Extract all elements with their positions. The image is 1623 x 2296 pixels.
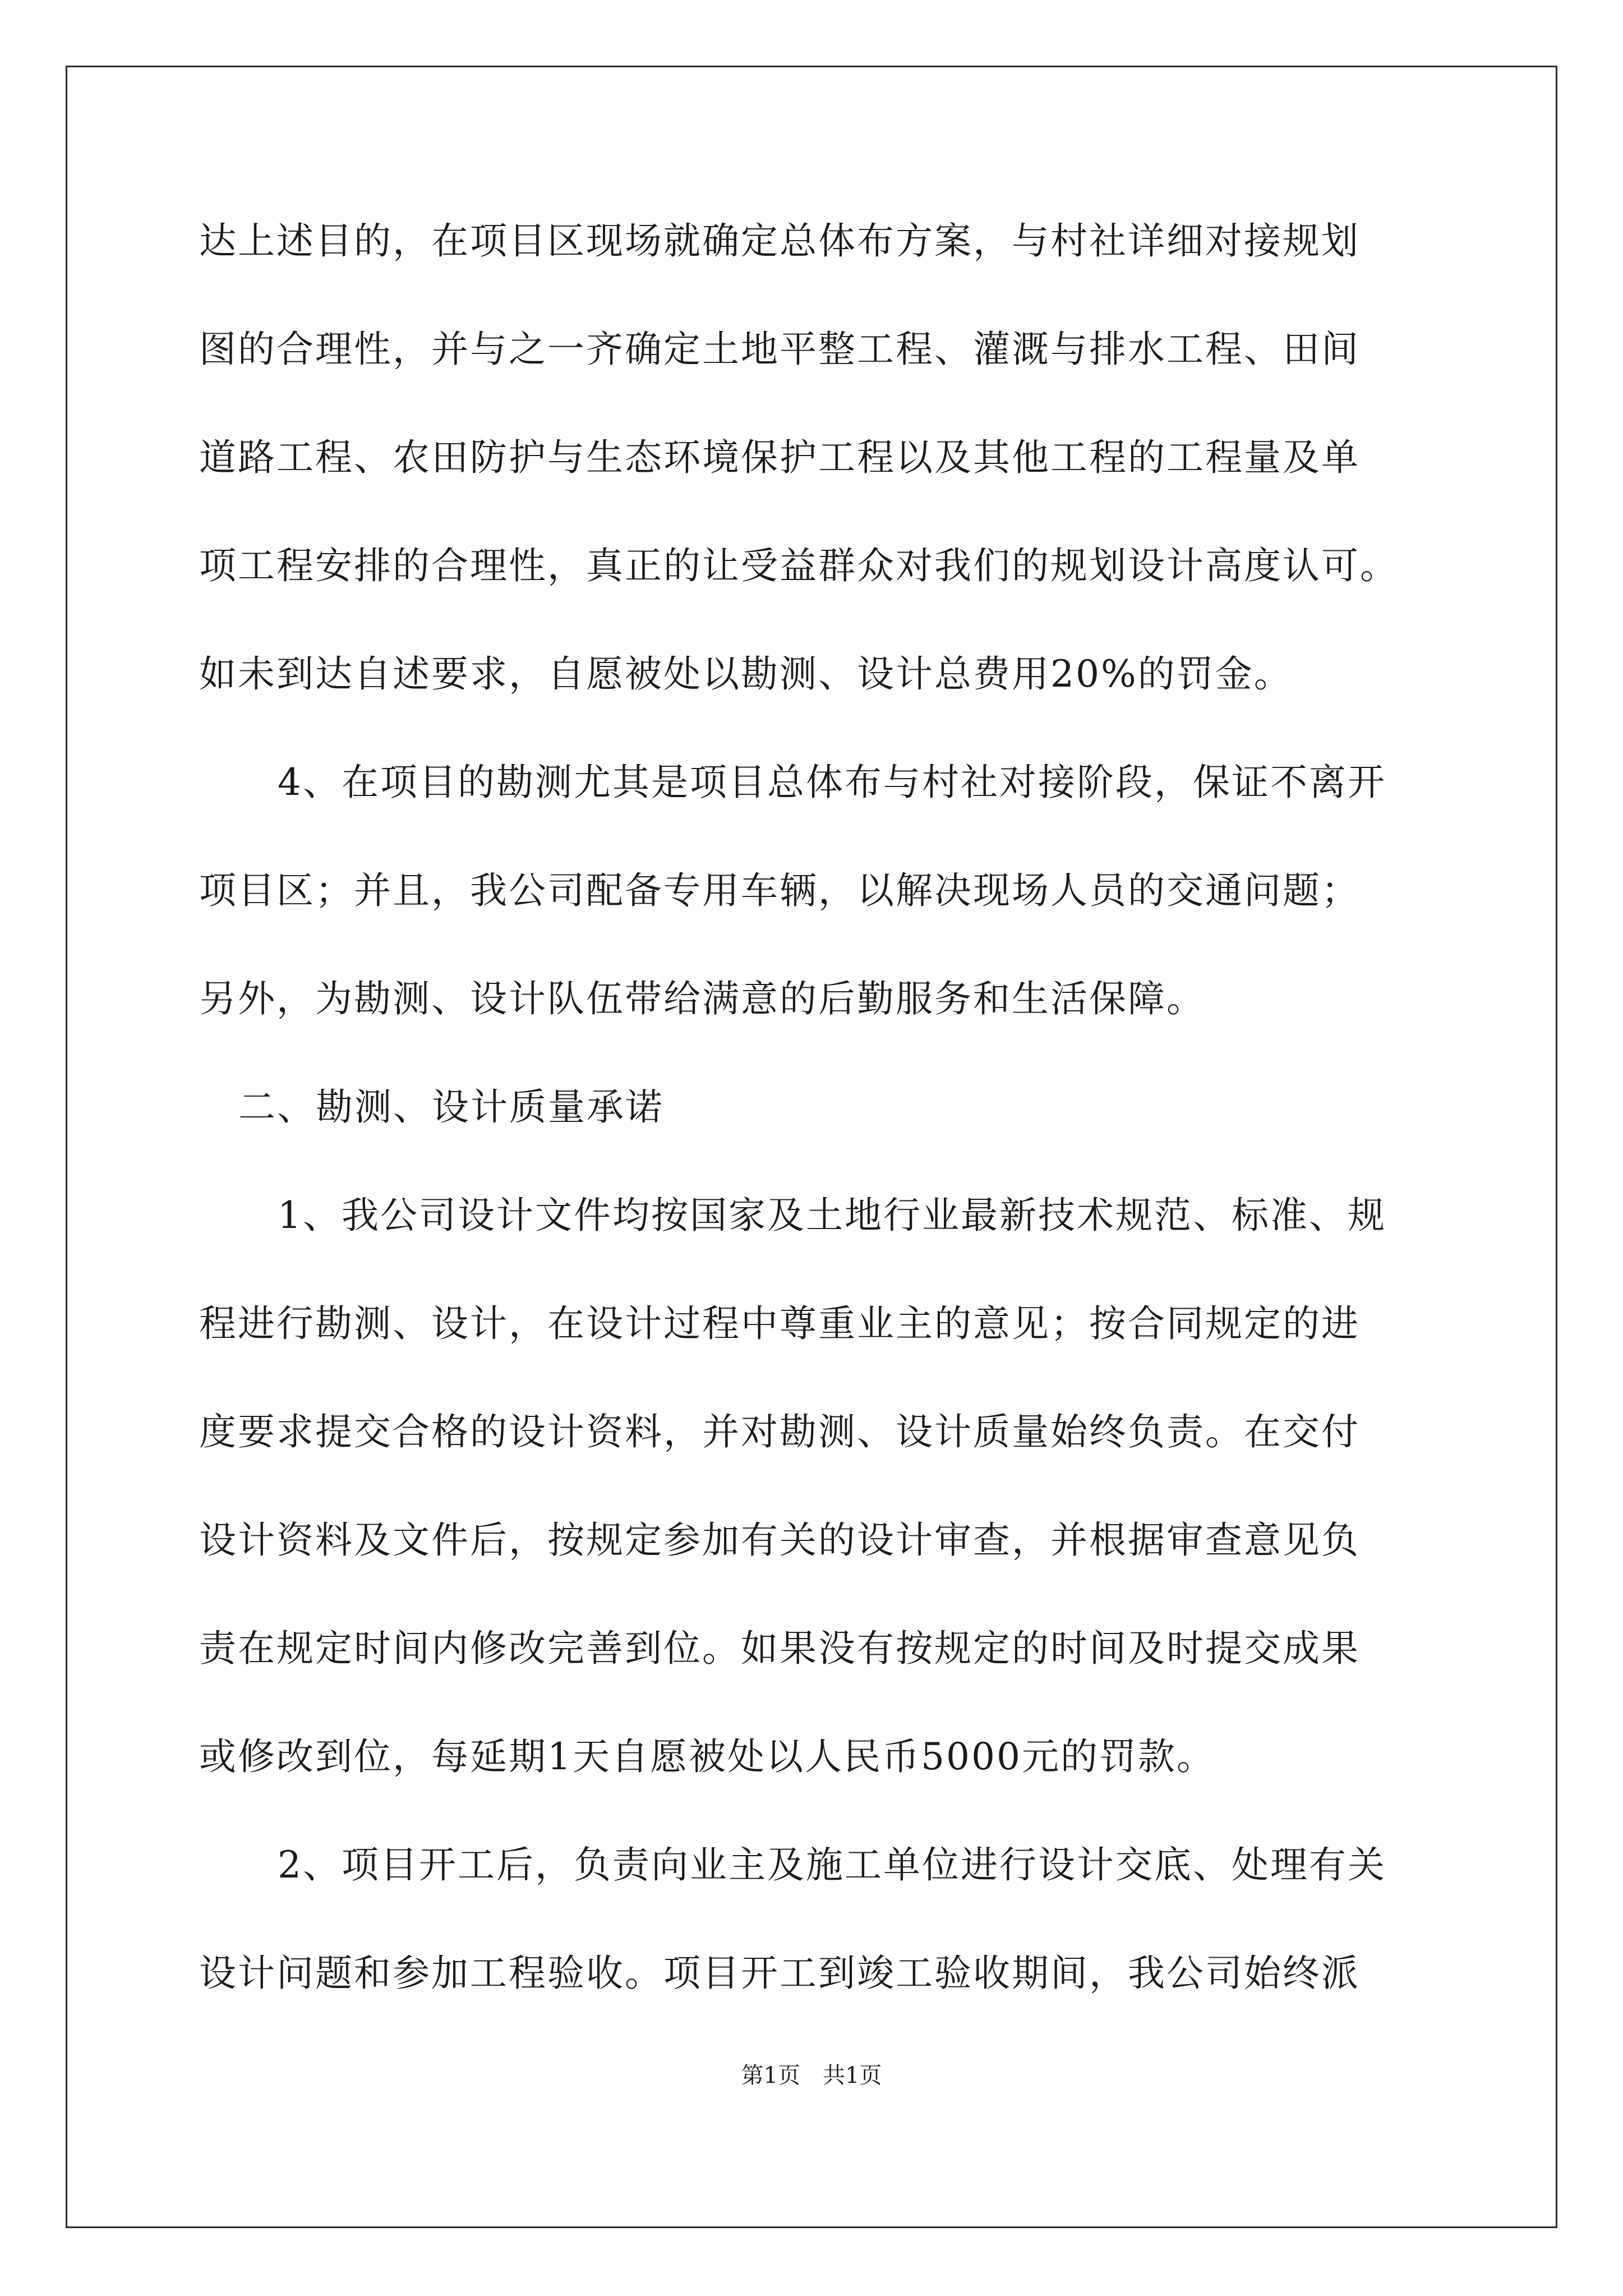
text-line: 如未到达自述要求，自愿被处以勘测、设计总费用20%的罚金。 <box>199 652 1293 696</box>
text-line: 设计问题和参加工程验收。项目开工到竣工验收期间，我公司始终派 <box>199 1952 1360 1995</box>
page-border <box>66 66 1557 2228</box>
page-footer: 第1页 共1页 <box>741 2063 882 2088</box>
text-line: 程进行勘测、设计，在设计过程中尊重业主的意见；按合同规定的进 <box>199 1302 1360 1345</box>
text-line: 设计资料及文件后，按规定参加有关的设计审查，并根据审查意见负 <box>199 1519 1360 1562</box>
paragraph-first-line: 1、我公司设计文件均按国家及土地行业最新技术规范、标准、规 <box>278 1194 1386 1237</box>
text-line: 或修改到位，每延期1天自愿被处以人民币5000元的罚款。 <box>199 1735 1215 1778</box>
text-line: 达上述目的，在项目区现场就确定总体布方案，与村社详细对接规划 <box>199 219 1360 263</box>
text-line: 道路工程、农田防护与生态环境保护工程以及其他工程的工程量及单 <box>199 436 1360 479</box>
text-line: 度要求提交合格的设计资料，并对勘测、设计质量始终负责。在交付 <box>199 1410 1360 1453</box>
paragraph-first-line: 2、项目开工后，负责向业主及施工单位进行设计交底、处理有关 <box>278 1843 1386 1887</box>
section-heading: 二、勘测、设计质量承诺 <box>238 1085 664 1129</box>
text-line: 项目区；并且，我公司配备专用车辆，以解决现场人员的交通问题； <box>199 869 1360 912</box>
paragraph-first-line: 4、在项目的勘测尤其是项目总体布与村社对接阶段，保证不离开 <box>278 761 1386 804</box>
text-line: 图的合理性，并与之一齐确定土地平整工程、灌溉与排水工程、田间 <box>199 328 1360 371</box>
text-line: 另外，为勘测、设计队伍带给满意的后勤服务和生活保障。 <box>199 977 1205 1020</box>
text-line: 项工程安排的合理性，真正的让受益群众对我们的规划设计高度认可。 <box>199 544 1399 587</box>
text-line: 责在规定时间内修改完善到位。如果没有按规定的时间及时提交成果 <box>199 1627 1360 1670</box>
